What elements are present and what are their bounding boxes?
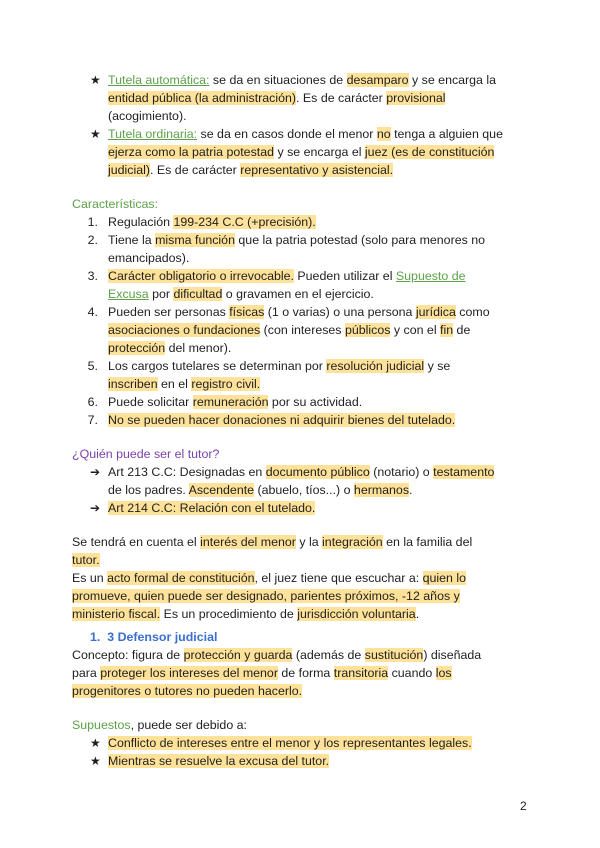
list-number: 7. bbox=[87, 413, 98, 427]
star-bullet-icon: ★ bbox=[90, 127, 101, 141]
tutela-ordinaria-link[interactable]: Tutela ordinaria: bbox=[108, 127, 198, 141]
parrafo-line-2: tutor. bbox=[72, 553, 100, 567]
list-item-3: Carácter obligatorio o irrevocable. Pueden utilizar el Supuesto de bbox=[108, 269, 466, 283]
tutela-automatica-line-1: Tutela automática: se da en situaciones de desamparo y se encarga la bbox=[108, 73, 497, 87]
supuesto-excusa-link-cont[interactable]: Excusa bbox=[108, 287, 149, 301]
supuesto-excusa-link[interactable]: Supuesto de bbox=[395, 269, 466, 283]
list-item-7: No se pueden hacer donaciones ni adquirir bienes del tutelado. bbox=[108, 413, 456, 427]
art-214-line: Art 214 C.C: Relación con el tutelado. bbox=[108, 501, 316, 515]
list-item-4: Pueden ser personas físicas (1 o varias) o una persona jurídica como bbox=[108, 305, 490, 319]
list-number: 1. bbox=[87, 215, 98, 229]
list-number: 5. bbox=[87, 359, 98, 373]
list-item-2: Tiene la misma función que la patria potestad (solo para menores no bbox=[108, 233, 486, 247]
page-number: 2 bbox=[520, 799, 527, 813]
list-number: 3. bbox=[87, 269, 98, 283]
caracteristicas-heading: Características: bbox=[72, 197, 159, 211]
defensor-line-1: Concepto: figura de protección y guarda (además de sustitución) diseñada bbox=[72, 648, 482, 662]
parrafo-line-5: ministerio fiscal. Es un procedimiento de jurisdicción voluntaria. bbox=[72, 607, 420, 621]
list-item-5: Los cargos tutelares se determinan por resolución judicial y se bbox=[108, 359, 451, 373]
parrafo-line-4: promueve, quien puede ser designado, parientes próximos, -12 años y bbox=[72, 589, 460, 603]
tutela-automatica-line-2: entidad pública (la administración). Es de carácter provisional bbox=[108, 91, 446, 105]
list-item-2-cont: emancipados). bbox=[108, 251, 190, 265]
arrow-bullet-icon: ➔ bbox=[90, 501, 101, 515]
parrafo-line-1: Se tendrá en cuenta el interés del menor y la integración en la familia del bbox=[72, 535, 473, 549]
art-213-line-1: Art 213 C.C: Designadas en documento público (notario) o testamento bbox=[108, 465, 495, 479]
tutela-automatica-line-3: (acogimiento). bbox=[108, 109, 187, 123]
tutela-ordinaria-line-1: Tutela ordinaria: se da en casos donde el menor no tenga a alguien que bbox=[108, 127, 503, 141]
list-item-3-cont: Excusa por dificultad o gravamen en el ejercicio. bbox=[108, 287, 374, 301]
list-item-1: Regulación 199-234 C.C (+precisión). bbox=[108, 215, 316, 229]
star-bullet-icon: ★ bbox=[90, 736, 101, 750]
list-number: 4. bbox=[87, 305, 98, 319]
list-item-6: Puede solicitar remuneración por su actividad. bbox=[108, 395, 363, 409]
supuesto-item-2: Mientras se resuelve la excusa del tutor. bbox=[108, 754, 330, 768]
defensor-line-2: para proteger los intereses del menor de forma transitoria cuando los bbox=[72, 666, 452, 680]
tutela-automatica-link[interactable]: Tutela automática: bbox=[108, 73, 210, 87]
supuesto-item-1: Conflicto de intereses entre el menor y los representantes legales. bbox=[108, 736, 472, 750]
art-213-line-2: de los padres. Ascendente (abuelo, tíos...) o hermanos. bbox=[108, 483, 413, 497]
list-item-4-cont-2: protección del menor). bbox=[108, 341, 232, 355]
list-item-4-cont-1: asociaciones o fundaciones (con intereses públicos y con el fin de bbox=[108, 323, 471, 337]
defensor-line-3: progenitores o tutores no pueden hacerlo. bbox=[72, 684, 303, 698]
defensor-heading: 1. 3 Defensor judicial bbox=[90, 630, 218, 644]
arrow-bullet-icon: ➔ bbox=[90, 465, 101, 479]
list-number: 2. bbox=[87, 233, 98, 247]
list-number: 6. bbox=[87, 395, 98, 409]
parrafo-line-3: Es un acto formal de constitución, el juez tiene que escuchar a: quien lo bbox=[72, 571, 467, 585]
supuestos-heading: Supuestos, puede ser debido a: bbox=[72, 718, 247, 732]
tutela-ordinaria-line-3: judicial). Es de carácter representativo y asistencial. bbox=[108, 163, 394, 177]
star-bullet-icon: ★ bbox=[90, 754, 101, 768]
list-item-5-cont: inscriben en el registro civil. bbox=[108, 377, 261, 391]
quien-heading: ¿Quién puede ser el tutor? bbox=[72, 447, 220, 461]
tutela-ordinaria-line-2: ejerza como la patria potestad y se encarga el juez (es de constitución bbox=[108, 145, 495, 159]
star-bullet-icon: ★ bbox=[90, 73, 101, 87]
